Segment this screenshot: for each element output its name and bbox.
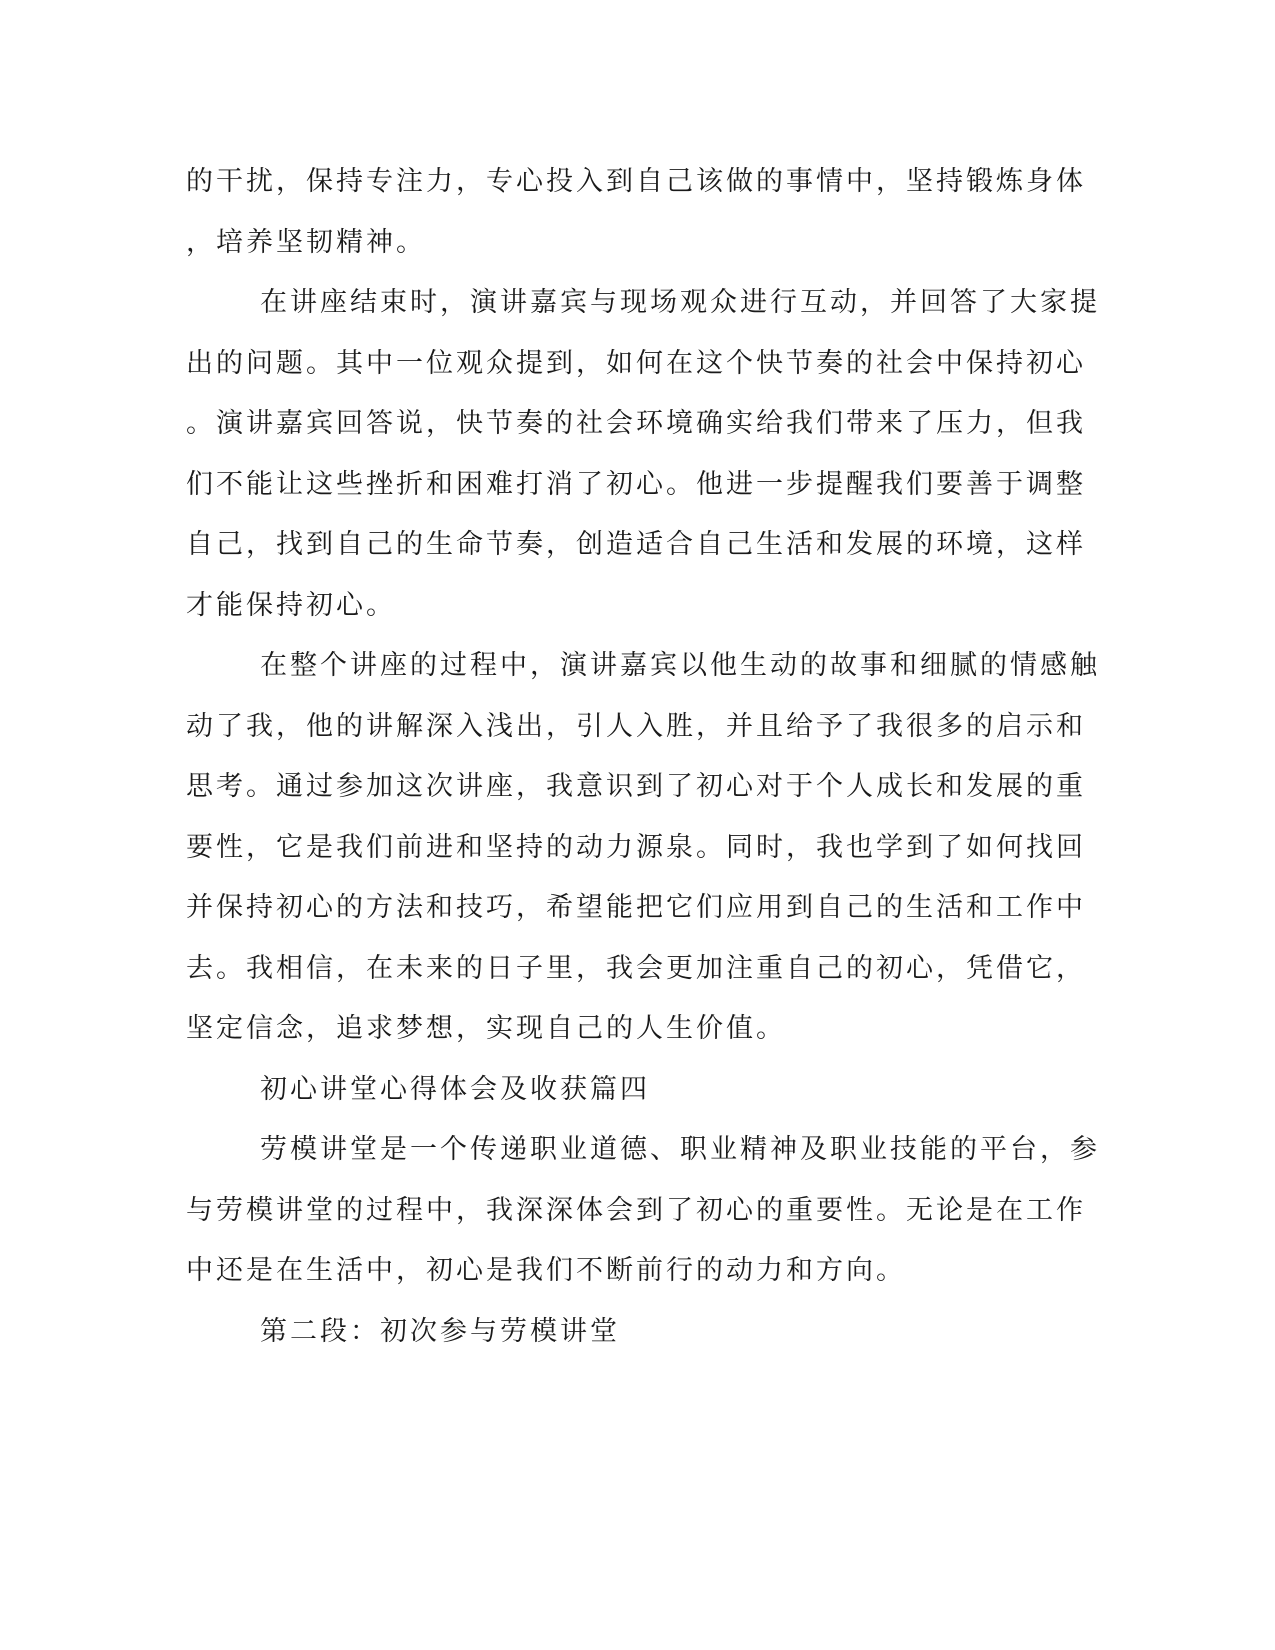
text-line: 动了我，他的讲解深入浅出，引人入胜，并且给予了我很多的启示和: [186, 710, 1086, 742]
text-line: 思考。通过参加这次讲座，我意识到了初心对于个人成长和发展的重: [186, 771, 1086, 802]
text-line: ，培养坚韧精神。: [186, 226, 426, 258]
text-line: 才能保持初心。: [186, 589, 396, 621]
text-line: 。演讲嘉宾回答说，快节奏的社会环境确实给我们带来了压力，但我: [186, 408, 1086, 439]
paragraph-start-line: 在整个讲座的过程中，演讲嘉宾以他生动的故事和细腻的情感触: [260, 650, 1100, 681]
text-line: 并保持初心的方法和技巧，希望能把它们应用到自己的生活和工作中: [186, 892, 1086, 923]
text-line: 中还是在生活中，初心是我们不断前行的动力和方向。: [186, 1255, 906, 1286]
paragraph-start-line: 劳模讲堂是一个传递职业道德、职业精神及职业技能的平台，参: [260, 1134, 1100, 1165]
text-line: 与劳模讲堂的过程中，我深深体会到了初心的重要性。无论是在工作: [186, 1194, 1086, 1226]
paragraph-start-line: 在讲座结束时，演讲嘉宾与现场观众进行互动，并回答了大家提: [260, 287, 1100, 318]
text-line: 们不能让这些挫折和困难打消了初心。他进一步提醒我们要善于调整: [186, 468, 1086, 500]
section-heading: 初心讲堂心得体会及收获篇四: [260, 1073, 650, 1105]
text-line: 自己，找到自己的生命节奏，创造适合自己生活和发展的环境，这样: [186, 529, 1086, 560]
document-body: [186, 162, 1100, 1372]
subsection-heading: 第二段：初次参与劳模讲堂: [260, 1315, 620, 1347]
text-line: 坚定信念，追求梦想，实现自己的人生价值。: [186, 1013, 786, 1044]
text-line: 要性，它是我们前进和坚持的动力源泉。同时，我也学到了如何找回: [186, 831, 1086, 863]
text-line: 去。我相信，在未来的日子里，我会更加注重自己的初心，凭借它，: [186, 952, 1086, 984]
text-line: 的干扰，保持专注力，专心投入到自己该做的事情中，坚持锻炼身体: [186, 166, 1086, 197]
text-line: 出的问题。其中一位观众提到，如何在这个快节奏的社会中保持初心: [186, 347, 1086, 379]
